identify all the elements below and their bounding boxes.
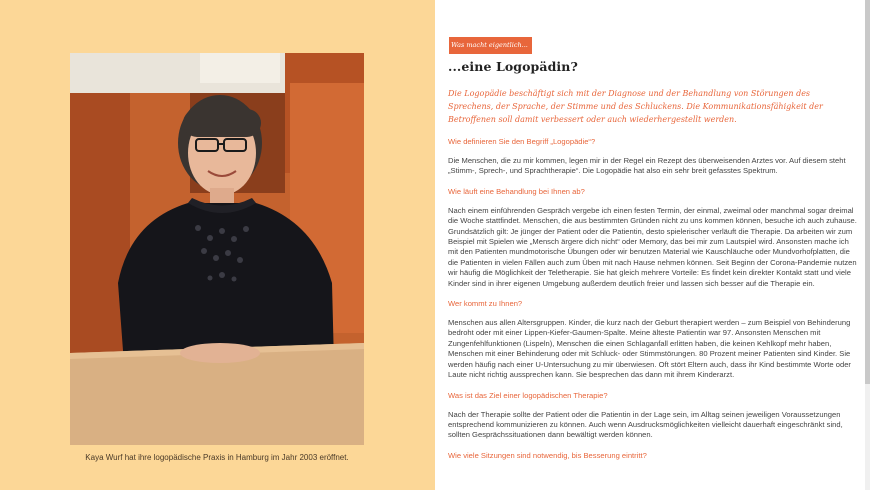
scrollbar-thumb[interactable] — [865, 0, 870, 384]
interview-question: Wie definieren Sie den Begriff „Logopädie“? — [448, 137, 596, 146]
article-panel — [435, 0, 865, 490]
qa-section — [448, 137, 858, 177]
interview-question: Wer kommt zu Ihnen? — [448, 299, 523, 309]
interview-answer: Nach der Therapie sollte der Patient oder die Patientin in der Lage sein, im Alltag seinen jeweiligen Voraussetzungen entsprechend kommunizieren zu können. Auch wenn Ausdrucksmöglichkeiten vielleicht dauerhaft eingeschränkt sind, sollten Gesprächssituationen dann bewältigt werden können. — [448, 409, 843, 440]
article-title: ...eine Logopädin? — [448, 59, 578, 74]
interview-question: Wie viele Sitzungen sind notwendig, bis Besserung eintritt? — [448, 450, 647, 460]
portrait-illustration — [70, 53, 364, 445]
qa-section — [448, 299, 858, 380]
photo-caption: Kaya Wurf hat ihre logopädische Praxis in Hamburg im Jahr 2003 eröffnet. — [85, 453, 349, 462]
interview-answer: Nach einem einführenden Gespräch vergebe ich einen festen Termin, der einmal, zweimal oder manchmal sogar dreimal die Woche stattfindet. Menschen, die aus bestimmten Gründen nicht zu uns kommen können, besuche ich auch zuhause. Grundsätzlich gilt: Je jünger der Patient oder die Patientin, desto spielerischer verläuft die Therapie. Da arbeiten wir zum Beispiel mit Spielen wie „Mensch ärgere dich nicht“ oder Memory, das bei mir zum Lautspiel wird. Ansonsten mache ich mit den Patienten mundmotorische Übungen oder wir benutzen Material wie Kauschläuche oder Mundvorhofplatten, die die Patienten in vielen Fällen auch zum Üben mit nach Hause nehmen können. Seit Beginn der Corona-Pandemie nutzen wir häufig die Möglichkeit der Teletherapie. Sie hat gleich mehrere Vorteile: Es findet kein direkter Kontakt statt und viele Kinder sind in ihrer eigenen Umgebung außerdem deutlich freier und lassen sich besser auf die Therapie ein. — [448, 205, 857, 288]
interview-answer: Die Menschen, die zu mir kommen, legen mir in der Regel ein Rezept des überweisenden Arztes vor. Auf diesem steht „Stimm-, Sprech-, und Sprachtherapie“. Die Logopädie hat also ein sehr breit gefasstes Spektrum. — [448, 156, 846, 176]
article-lead: Die Logopädie beschäftigt sich mit der Diagnose und der Behandlung von Störungen des Sprechens, der Sprache, der Stimme und des Schluckens. Die Kommunikationsfähigkeit der Betroffenen soll damit verbessert oder auch wiederhergestellt werden. — [448, 89, 823, 124]
category-tag[interactable]: Was macht eigentlich... — [449, 37, 532, 54]
interview-content — [448, 137, 858, 470]
qa-section — [448, 451, 858, 461]
interview-answer: Menschen aus allen Altersgruppen. Kinder, die kurz nach der Geburt therapiert werden – zum Beispiel von Behinderung bedroht oder mit einer Lippen-Kiefer-Gaumen-Spalte. Meine älteste Patientin war 97. Ansonsten Menschen mit Zungenfehlfunktionen (Lispeln), Menschen die einen Schlaganfall erlitten haben, die keinen Kehlkopf mehr haben, Menschen mit einer Behinderung oder mit Schluck- oder Stimmstörungen. 80 Prozent meiner Patienten sind Kinder. Sie werden häufig nach einer U-Untersuchung zu mir überwiesen. Oft stört Eltern auch, dass ihr Kind bestimmte Worte oder Laute nicht richtig aussprechen kann. Sie besprechen das dann mit ihrem Kinderarzt. — [448, 318, 851, 380]
interview-question: Wie läuft eine Behandlung bei Ihnen ab? — [448, 186, 585, 196]
qa-section — [448, 187, 858, 289]
qa-section — [448, 391, 858, 441]
interview-question: Was ist das Ziel einer logopädischen Therapie? — [448, 390, 608, 400]
portrait-photo — [70, 53, 364, 445]
scrollbar[interactable] — [865, 0, 870, 490]
